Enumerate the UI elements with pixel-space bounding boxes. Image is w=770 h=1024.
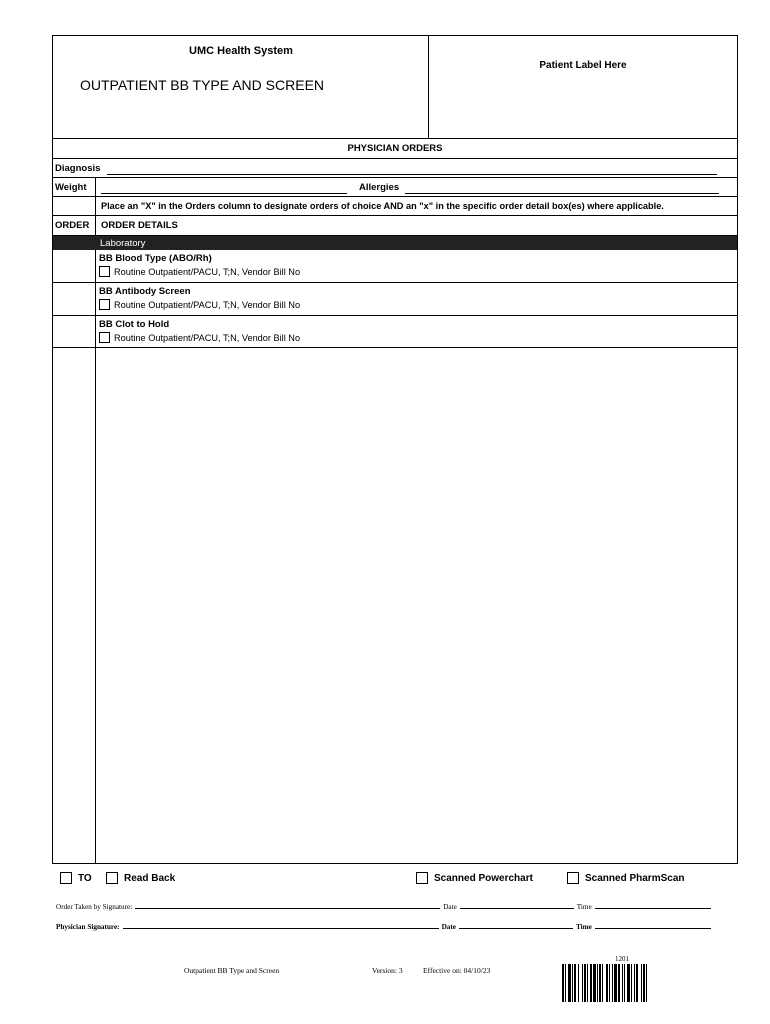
order-column-header: ORDER [55,220,90,231]
scanned-powerchart-label: Scanned Powerchart [434,872,533,884]
date-label: Date [441,923,456,931]
footer-form-name: Outpatient BB Type and Screen [184,966,280,975]
category-band [53,236,737,250]
order-detail-text: Routine Outpatient/PACU, T;N, Vendor Bill No [114,266,301,277]
physician-time-field[interactable] [595,928,711,929]
physician-signature-row [56,923,736,931]
footer-version: Version: 3 [372,966,403,975]
weight-row [53,178,737,197]
footer-checks [0,872,770,890]
order-taken-signature-row [56,903,736,911]
to-check[interactable] [60,872,92,884]
scanned-pharmscan-checkbox[interactable] [567,872,579,884]
order-detail-checkbox[interactable] [99,266,110,277]
order-detail-text: Routine Outpatient/PACU, T;N, Vendor Bill No [114,299,301,310]
order-form [52,35,738,864]
order-item [53,283,737,316]
order-select-cell[interactable] [53,283,95,315]
order-item [53,316,737,348]
weight-field[interactable] [101,193,347,194]
physician-signature-label: Physician Signature: [56,923,120,931]
order-detail [99,332,300,343]
diagnosis-label: Diagnosis [55,163,101,174]
time-label: Time [576,903,592,911]
form-title: OUTPATIENT BB TYPE AND SCREEN [80,77,325,93]
physician-date-field[interactable] [459,928,573,929]
read-back-check[interactable] [106,872,175,884]
read-back-label: Read Back [124,872,176,884]
allergies-field[interactable] [405,193,719,194]
order-detail [99,266,300,277]
order-select-cell[interactable] [53,250,95,282]
diagnosis-row [53,159,737,178]
physician-signature-field[interactable] [123,928,439,929]
column-divider [95,178,96,196]
barcode-icon [562,964,696,1002]
to-label: TO [78,872,92,884]
order-name: BB Clot to Hold [99,319,170,330]
header-title-block [53,36,429,138]
order-select-cell[interactable] [53,316,95,347]
order-taken-time-field[interactable] [595,908,711,909]
to-checkbox[interactable] [60,872,72,884]
order-detail [99,299,300,310]
section-title: PHYSICIAN ORDERS [53,139,737,159]
order-detail-checkbox[interactable] [99,299,110,310]
scanned-powerchart-checkbox[interactable] [416,872,428,884]
organization-name: UMC Health System [189,45,293,57]
weight-label: Weight [55,182,87,193]
column-header-row [53,216,737,236]
footer-effective-date: Effective on: 04/10/23 [423,966,491,975]
scanned-pharmscan-label: Scanned PharmScan [585,872,685,884]
form-header [53,36,737,139]
date-label: Date [443,903,457,911]
category-label: Laboratory [100,238,146,249]
column-divider [95,197,96,215]
order-details-column-header: ORDER DETAILS [101,220,178,231]
order-item [53,250,737,283]
form-number: 1201 [615,955,629,963]
scanned-pharmscan-check[interactable] [567,872,684,884]
read-back-checkbox[interactable] [106,872,118,884]
order-name: BB Antibody Screen [99,286,191,297]
order-taken-date-field[interactable] [460,908,574,909]
order-detail-text: Routine Outpatient/PACU, T;N, Vendor Bill No [114,332,301,343]
diagnosis-field[interactable] [107,174,717,175]
instructions-row [53,197,737,216]
scanned-powerchart-check[interactable] [416,872,533,884]
time-label: Time [575,923,592,931]
patient-label-area: Patient Label Here [539,60,627,71]
order-detail-checkbox[interactable] [99,332,110,343]
allergies-label: Allergies [359,182,400,193]
column-divider [95,216,96,235]
order-name: BB Blood Type (ABO/Rh) [99,253,212,264]
order-taken-signature-field[interactable] [135,908,440,909]
order-taken-label: Order Taken by Signature: [56,903,133,911]
instructions-text: Place an "X" in the Orders column to designate orders of choice AND an "x" in the specific order detail box(es) where applicable. [101,201,664,211]
